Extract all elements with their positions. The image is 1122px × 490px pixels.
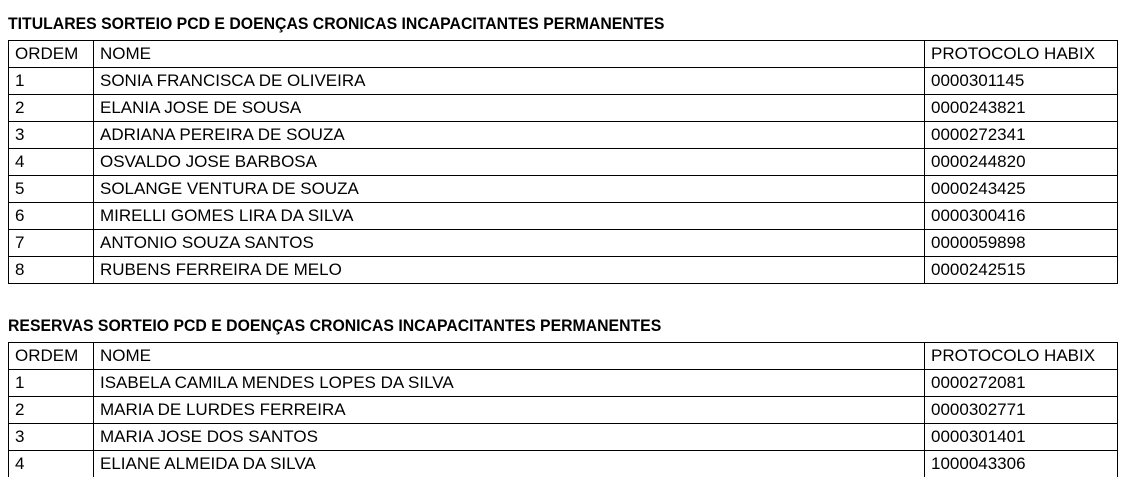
cell-nome: MIRELLI GOMES LIRA DA SILVA [94, 203, 925, 230]
cell-ordem: 2 [9, 95, 94, 122]
cell-ordem: 7 [9, 230, 94, 257]
cell-nome: OSVALDO JOSE BARBOSA [94, 149, 925, 176]
cell-nome: ANTONIO SOUZA SANTOS [94, 230, 925, 257]
cell-nome: SONIA FRANCISCA DE OLIVEIRA [94, 68, 925, 95]
cell-protocolo: 0000301145 [925, 68, 1118, 95]
table-row [9, 370, 1118, 397]
table-row [9, 397, 1118, 424]
cell-nome: ELIANE ALMEIDA DA SILVA [94, 451, 925, 478]
table-row [9, 149, 1118, 176]
cell-protocolo: 0000272341 [925, 122, 1118, 149]
reservas-title: RESERVAS SORTEIO PCD E DOENÇAS CRONICAS INCAPACITANTES PERMANENTES [8, 316, 662, 335]
header-ordem: ORDEM [9, 41, 94, 68]
cell-ordem: 3 [9, 122, 94, 149]
table-row [9, 257, 1118, 284]
cell-nome: RUBENS FERREIRA DE MELO [94, 257, 925, 284]
cell-nome: ISABELA CAMILA MENDES LOPES DA SILVA [94, 370, 925, 397]
table-row [9, 176, 1118, 203]
titulares-title: TITULARES SORTEIO PCD E DOENÇAS CRONICAS INCAPACITANTES PERMANENTES [8, 14, 665, 33]
cell-protocolo: 0000243821 [925, 95, 1118, 122]
cell-nome: MARIA DE LURDES FERREIRA [94, 397, 925, 424]
reservas-table [8, 342, 1118, 477]
cell-protocolo: 0000301401 [925, 424, 1118, 451]
table-row [9, 424, 1118, 451]
header-protocolo: PROTOCOLO HABIX [925, 343, 1118, 370]
cell-protocolo: 1000043306 [925, 451, 1118, 478]
cell-protocolo: 0000244820 [925, 149, 1118, 176]
cell-ordem: 8 [9, 257, 94, 284]
titulares-table [8, 40, 1118, 284]
cell-protocolo: 0000243425 [925, 176, 1118, 203]
cell-ordem: 6 [9, 203, 94, 230]
header-nome: NOME [94, 343, 925, 370]
cell-protocolo: 0000300416 [925, 203, 1118, 230]
header-protocolo: PROTOCOLO HABIX [925, 41, 1118, 68]
cell-ordem: 4 [9, 149, 94, 176]
header-nome: NOME [94, 41, 925, 68]
table-row [9, 230, 1118, 257]
cell-ordem: 5 [9, 176, 94, 203]
cell-nome: MARIA JOSE DOS SANTOS [94, 424, 925, 451]
table-row [9, 95, 1118, 122]
header-ordem: ORDEM [9, 343, 94, 370]
table-row [9, 451, 1118, 478]
cell-ordem: 1 [9, 68, 94, 95]
cell-ordem: 3 [9, 424, 94, 451]
cell-protocolo: 0000059898 [925, 230, 1118, 257]
cell-nome: ADRIANA PEREIRA DE SOUZA [94, 122, 925, 149]
cell-protocolo: 0000242515 [925, 257, 1118, 284]
cell-ordem: 4 [9, 451, 94, 478]
cell-protocolo: 0000302771 [925, 397, 1118, 424]
table-row [9, 203, 1118, 230]
table-row [9, 68, 1118, 95]
cell-protocolo: 0000272081 [925, 370, 1118, 397]
table-header-row [9, 343, 1118, 370]
table-header-row [9, 41, 1118, 68]
cell-ordem: 2 [9, 397, 94, 424]
table-row [9, 122, 1118, 149]
cell-nome: ELANIA JOSE DE SOUSA [94, 95, 925, 122]
cell-nome: SOLANGE VENTURA DE SOUZA [94, 176, 925, 203]
cell-ordem: 1 [9, 370, 94, 397]
